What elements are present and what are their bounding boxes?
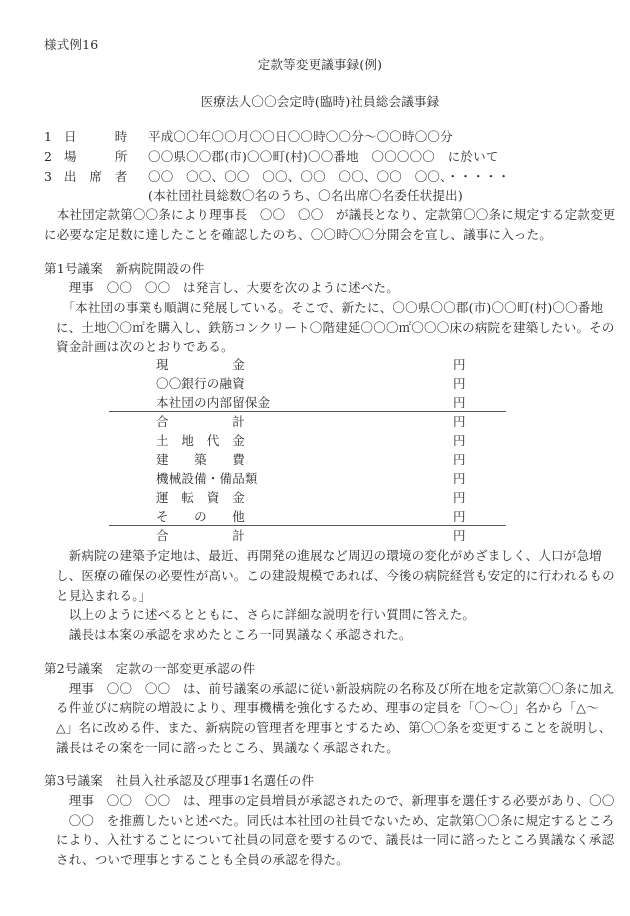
agenda1-after-line: 以上のように述べるとともに、さらに詳細な説明を行い質問に答えた。 [56,607,476,622]
info-value: 〇〇県〇〇郡(市)〇〇町(村)〇〇番地 〇〇〇〇〇 に於いて [148,149,499,164]
agenda1-after-line: 新病院の建築予定地は、最近、再開発の進展など周辺の環境の変化がめざましく、人口が急増 [56,548,602,563]
use-unit: 円 [453,433,466,448]
agenda3-heading: 第3号議案 社員入社承認及び理事1名選任の件 [44,773,315,788]
uses-total-label: 合 計 [156,528,245,543]
use-unit: 円 [453,452,466,467]
opening-line-2: に必要な定足数に達したことを確認したのち、〇〇時〇〇分開会を宣し、議事に入った。 [44,227,553,242]
meeting-title: 医療法人〇〇会定時(臨時)社員総会議事録 [200,94,440,109]
funding-item: 〇〇銀行の融資 [156,376,245,391]
info-label: 出 席 者 [64,169,128,184]
agenda2-line: る件並びに病院の増設により、理事機構を強化するため、理事の定員を「〇～〇」名から「△～ [56,700,599,715]
agenda2-line: 理事 〇〇 〇〇 は、前号議案の承認に従い新設病院の名称及び所在地を定款第〇〇条に加え [56,681,615,696]
agenda3-line: により、入社することについて社員の同意を要するので、議長は一同に諮ったところ異議なく承認 [56,832,615,847]
agenda2-heading: 第2号議案 定款の一部変更承認の件 [44,661,256,676]
agenda2-line: △」名に改める件、また、新病院の管理者を理事とするため、第〇〇条を変更することを説明し、 [56,720,612,735]
funding-item: 本社団の内部留保金 [156,395,271,410]
agenda1-heading: 第1号議案 新病院開設の件 [44,261,205,276]
use-item: 土 地 代 金 [156,433,245,448]
attendance-note: (本社団社員総数〇名のうち、〇名出席〇名委任状提出) [148,188,463,203]
use-item: 運 転 資 金 [156,490,245,505]
info-num: 3 [44,169,53,184]
funding-unit: 円 [453,376,466,391]
info-row-datetime [44,129,453,145]
funding-unit: 円 [453,395,466,410]
agenda3-line: 理事 〇〇 〇〇 は、理事の定員増員が承認されたので、新理事を選任する必要があり、〇〇 [56,793,615,808]
use-item: 機械設備・備品類 [156,471,258,486]
document-title: 定款等変更議事録(例) [257,57,383,72]
info-num: 1 [44,129,53,144]
info-num: 2 [44,149,53,164]
form-label: 様式例16 [44,37,99,52]
agenda3-line: され、ついで理事とすることも全員の承認を得た。 [56,852,349,867]
agenda1-line: に、土地〇〇㎡を購入し、鉄筋コンクリート〇階建延〇〇〇㎡〇〇〇床の病院を建築したい。その [56,320,615,335]
use-item: そ の 他 [156,509,245,524]
agenda3-line: 〇〇 を推薦したいと述べた。同氏は本社団の社員でないため、定款第〇〇条に規定するところ [56,813,615,828]
opening-line-1: 本社団定款第〇〇条により理事長 〇〇 〇〇 が議長となり、定款第〇〇条に規定する定款変更 [44,207,616,222]
info-label: 場 所 [64,149,128,164]
funding-total-unit: 円 [453,414,466,429]
use-unit: 円 [453,490,466,505]
agenda1-after-line: 議長は本案の承認を求めたところ一同異議なく承認された。 [56,627,412,642]
funding-total-label: 合 計 [156,414,245,429]
funding-item: 現 金 [156,357,245,372]
uses-total-unit: 円 [453,528,466,543]
use-item: 建 築 費 [156,452,245,467]
info-value: 平成〇〇年〇〇月〇〇日〇〇時〇〇分～〇〇時〇〇分 [148,129,453,144]
agenda1-after-line: と見込まれる。」 [56,588,152,603]
agenda2-line: 議長はその案を一同に諮ったところ、異議なく承認された。 [56,740,399,755]
use-unit: 円 [453,509,466,524]
info-value: 〇〇 〇〇、〇〇 〇〇、〇〇 〇〇、〇〇 〇〇、・・・・・ [148,169,511,184]
agenda1-line: 「本社団の事業も順調に発展している。そこで、新たに、〇〇県〇〇郡(市)〇〇町(村)〇〇番地 [56,300,604,315]
agenda1-line: 理事 〇〇 〇〇 は発言し、大要を次のように述べた。 [56,280,399,295]
agenda1-line: 資金計画は次のとおりである。 [56,339,234,354]
divider-line [109,525,506,526]
use-unit: 円 [453,471,466,486]
agenda1-after-line: し、医療の確保の必要性が高い。この建設規模であれば、今後の病院経営も安定的に行われるもの [56,568,615,583]
info-label: 日 時 [64,129,128,144]
info-row-attendees [44,169,510,185]
funding-unit: 円 [453,357,466,372]
info-row-place [44,149,499,165]
divider-line [109,411,506,412]
